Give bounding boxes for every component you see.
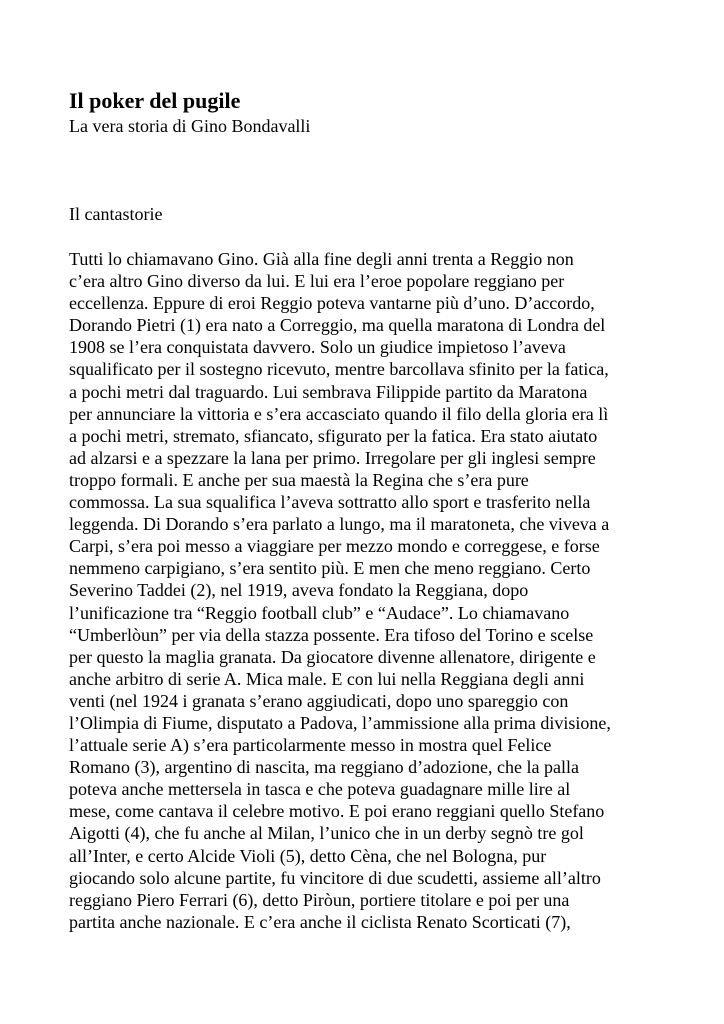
body-line: venti (nel 1924 i granata s’erano aggiudicati, dopo uno spareggio con bbox=[69, 690, 569, 711]
body-line: squalificato per il sostegno ricevuto, mentre barcollava sfinito per la fatica, bbox=[69, 359, 609, 380]
document-title: Il poker del pugile bbox=[69, 88, 241, 113]
body-line: troppo formali. E anche per sua maestà la Regina che s’era pure bbox=[69, 469, 529, 490]
body-line: nemmeno carpigiano, s’era sentito più. E men che meno reggiano. Certo bbox=[69, 558, 591, 579]
body-line: giocando solo alcune partite, fu vincitore di due scudetti, assieme all’altro bbox=[69, 867, 601, 888]
body-line: leggenda. Di Dorando s’era parlato a lungo, ma il maratoneta, che viveva a bbox=[69, 514, 610, 535]
body-line: c’era altro Gino diverso da lui. E lui era l’eroe popolare reggiano per bbox=[69, 271, 565, 292]
body-line: mese, come cantava il celebre motivo. E poi erano reggiani quello Stefano bbox=[69, 801, 605, 822]
body-line: a pochi metri dal traguardo. Lui sembrava Filippide partito da Maratona bbox=[69, 381, 588, 402]
body-line: partita anche nazionale. E c’era anche il ciclista Renato Scorticati (7), bbox=[69, 911, 571, 932]
body-line: “Umberlòun” per via della stazza possente. Era tifoso del Torino e scelse bbox=[69, 624, 594, 645]
body-line: l’unificazione tra “Reggio football club” e “Audace”. Lo chiamavano bbox=[69, 602, 570, 623]
body-line: Romano (3), argentino di nascita, ma reggiano d’adozione, che la palla bbox=[69, 757, 579, 778]
body-paragraph bbox=[69, 248, 689, 933]
body-line: ad alzarsi e a spezzare la lana per primo. Irregolare per gli inglesi sempre bbox=[69, 447, 596, 468]
body-line: Dorando Pietri (1) era nato a Correggio, ma quella maratona di Londra del bbox=[69, 315, 606, 336]
body-line: all’Inter, e certo Alcide Violi (5), detto Cèna, che nel Bologna, pur bbox=[69, 845, 547, 866]
body-line: per annunciare la vittoria e s’era accasciato quando il filo della gloria era lì bbox=[69, 403, 609, 424]
body-line: Aigotti (4), che fu anche al Milan, l’unico che in un derby segnò tre gol bbox=[69, 823, 584, 844]
section-heading: Il cantastorie bbox=[69, 204, 163, 224]
document-subtitle: La vera storia di Gino Bondavalli bbox=[69, 116, 311, 136]
body-line: commossa. La sua squalifica l’aveva sottratto allo sport e trasferito nella bbox=[69, 492, 591, 513]
body-line: per questo la maglia granata. Da giocatore divenne allenatore, dirigente e bbox=[69, 646, 596, 667]
body-line: poteva anche mettersela in tasca e che poteva guadagnare mille lire al bbox=[69, 779, 571, 800]
body-line: Severino Taddei (2), nel 1919, aveva fondato la Reggiana, dopo bbox=[69, 580, 529, 601]
body-line: eccellenza. Eppure di eroi Reggio poteva vantarne più d’uno. D’accordo, bbox=[69, 293, 595, 314]
body-line: reggiano Piero Ferrari (6), detto Piròun, portiere titolare e poi per una bbox=[69, 889, 570, 910]
body-line: Tutti lo chiamavano Gino. Già alla fine degli anni trenta a Reggio non bbox=[69, 249, 574, 269]
body-line: a pochi metri, stremato, sfiancato, sfigurato per la fatica. Era stato aiutato bbox=[69, 425, 598, 446]
body-line: anche arbitro di serie A. Mica male. E con lui nella Reggiana degli anni bbox=[69, 668, 585, 689]
body-line: Carpi, s’era poi messo a viaggiare per mezzo mondo e correggese, e forse bbox=[69, 536, 600, 557]
document-page bbox=[69, 88, 689, 933]
body-line: 1908 se l’era conquistata davvero. Solo un giudice impietoso l’aveva bbox=[69, 337, 566, 358]
body-line: l’attuale serie A) s’era particolarmente messo in mostra quel Felice bbox=[69, 735, 552, 756]
body-line: l’Olimpia di Fiume, disputato a Padova, l’ammissione alla prima divisione, bbox=[69, 712, 611, 733]
